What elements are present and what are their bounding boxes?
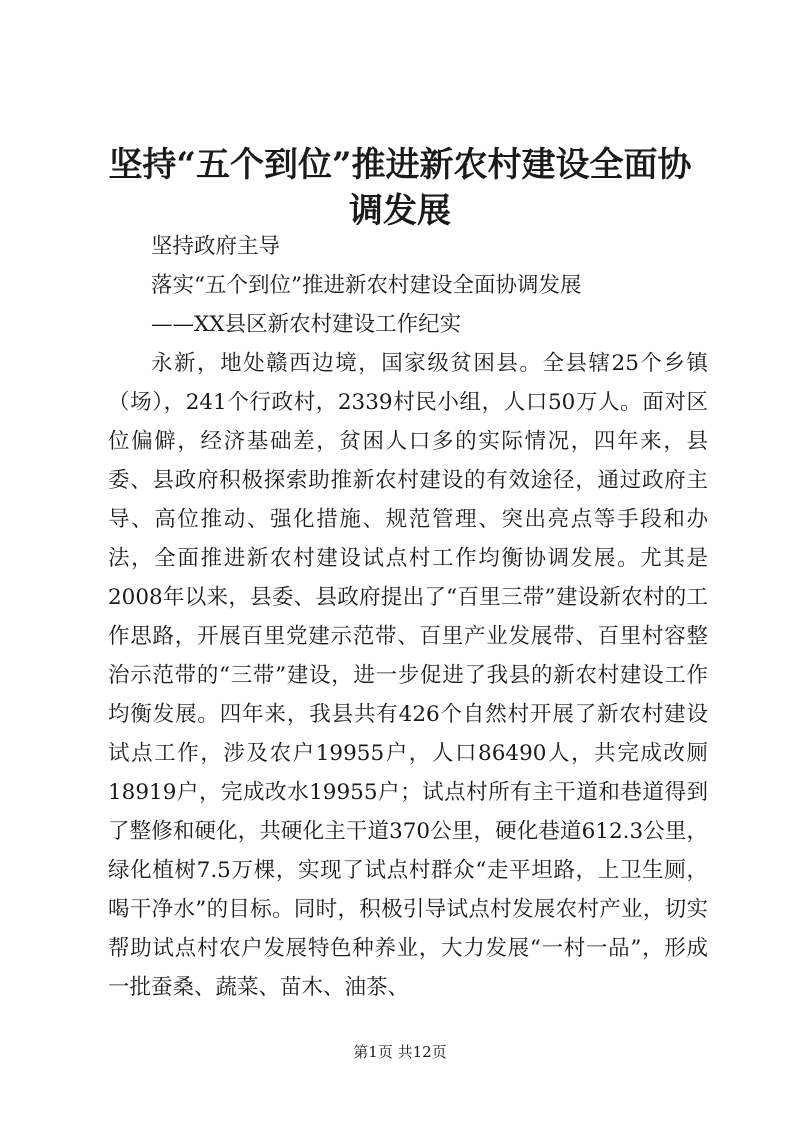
- subtitle-line-2: 落实“五个到位”推进新农村建设全面协调发展: [151, 273, 582, 298]
- document-title: 坚持“五个到位”推进新农村建设全面协调发展: [108, 145, 692, 231]
- body-paragraph: 永新，地处赣西边境，国家级贫困县。全县辖25个乡镇（场），241个行政村，2339村民小组，人口50万人。面对区位偏僻，经济基础差，贫困人口多的实际情况，四年来，县委、县政府积极探索助推新农村建设的有效途径，通过政府主导、高位推动、强化措施、规范管理、突出亮点等手段和办法，全面推进新农村建设试点村工作均衡协调发展。尤其是2008年以来，县委、县政府提出了“百里三带”建设新农村的工作思路，开展百里党建示范带、百里产业发展带、百里村容整治示范带的“三带”建设，进一步促进了我县的新农村建设工作均衡发展。四年来，我县共有426个自然村开展了新农村建设试点工作，涉及农户19955户，人口86490人，共完成改厕18919户，完成改水19955户；试点村所有主干道和巷道得到了整修和硬化，共硬化主干道370公里，硬化巷道612.3公里，绿化植树7.5万棵，实现了试点村群众“走平坦路，上卫生厕，喝干净水”的目标。同时，积极引导试点村发展农村产业，切实帮助试点村农户发展特色种养业，大力发展“一村一品”，形成一批蚕桑、蔬菜、苗木、油茶、: [108, 351, 708, 1000]
- page-footer: 第1页 共12页: [353, 1043, 447, 1061]
- document-body: [108, 227, 708, 1007]
- subtitle-line-1: 坚持政府主导: [151, 234, 281, 259]
- subtitle-line-3: ——XX县区新农村建设工作纪实: [151, 312, 462, 337]
